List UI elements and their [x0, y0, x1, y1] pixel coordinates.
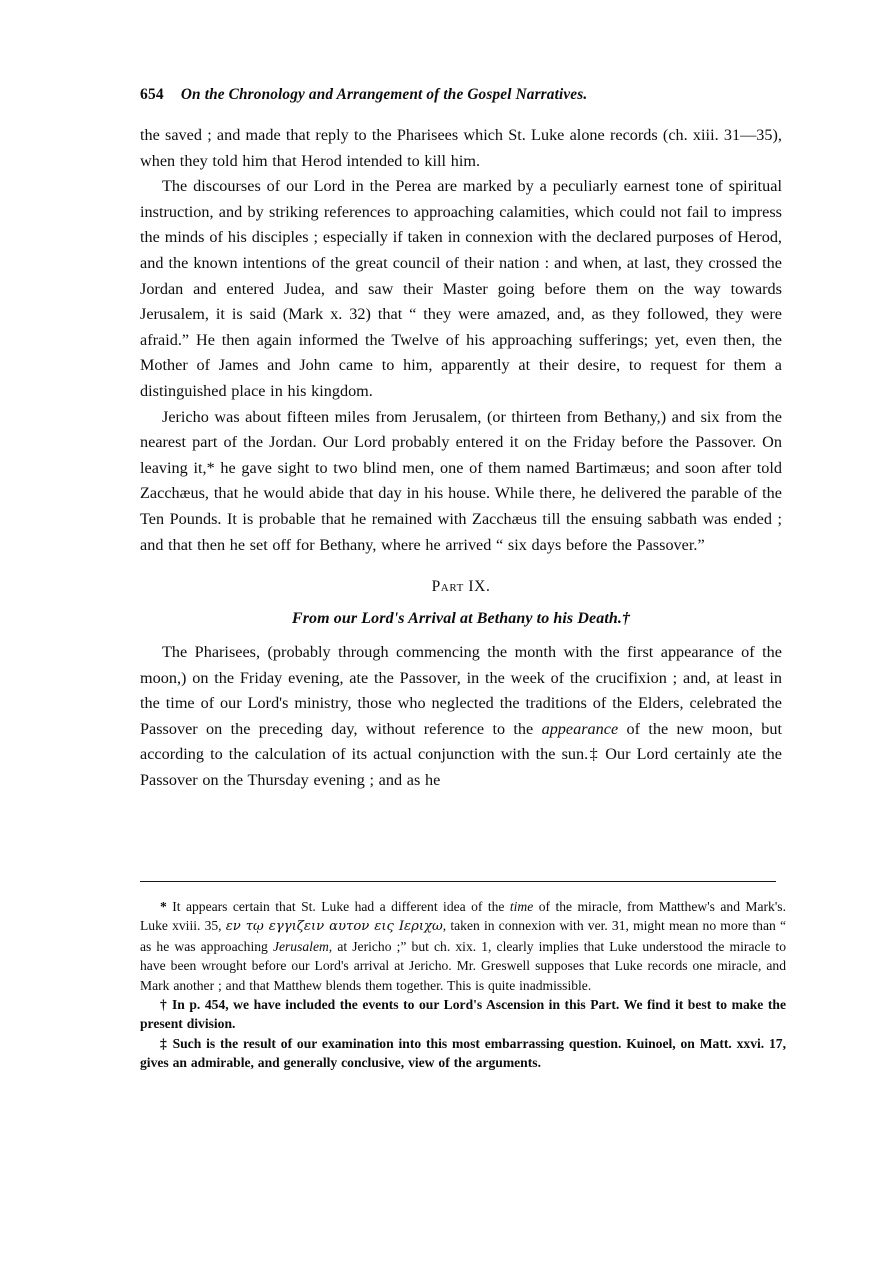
jericho-text-b: he gave sight to two blind men, one of them named Bartimæus; and soon after told Zacchæus, that he would abide that day in his house. While there, he delivered the parable of the Ten Pounds. It is probable that he remained with Zacchæus till the ensuing sabbath was ended ; and that then he set off for Bethany, where he arrived “ six days before the Passover.” — [140, 458, 783, 554]
paragraph-continuation: the saved ; and made that reply to the Pharisees which St. Luke alone records (ch. xiii. 31—35), when they told him that Herod intended to kill him. — [140, 126, 782, 170]
page-number: 654 — [140, 86, 164, 103]
page-content — [140, 86, 782, 794]
pharisees-text-a: The Pharisees, (probably through commencing the month with the first appearance of the moon,) on the Friday evening, ate the Passover, in the week of the crucifixion ; and, at least in the time of our Lord's ministry, those who neglected the traditions of the Elders, celebrated the Passover on the preceding day, without reference to the — [140, 643, 782, 738]
footnote-1-mark: * — [160, 899, 167, 914]
pharisees-emphasis-appearance: appearance — [541, 719, 619, 738]
footnote-2 — [140, 995, 786, 1034]
footnote-1 — [140, 897, 786, 995]
footnote-3 — [140, 1034, 786, 1073]
footnote-3-text: Such is the result of our examination into this most embarrassing question. Kuinoel, on Matt. xxvi. 17, gives an admirable, and generally conclusive, view of the arguments. — [140, 1035, 786, 1071]
body-text — [140, 123, 782, 794]
paragraph-discourses: The discourses of our Lord in the Perea are marked by a peculiarly earnest tone of spiritual instruction, and by striking references to approaching calamities, which could not fail to impress the minds of his disciples ; especially if taken in connexion with the declared purposes of Herod, and the known intentions of the great council of their nation : and when, at last, they crossed the Jordan and entered Judea, and saw their Master going before them on the way towards Jerusalem, it is said (Mark x. 32) that “ they were amazed, and, as they followed, they were afraid.” He then again informed the Twelve of his approaching sufferings; yet, even then, the Mother of James and John came to him, apparently at their desire, to request for them a distinguished place in his kingdom. — [140, 177, 782, 400]
footnote-1-emphasis-jerusalem: Jerusalem, — [272, 938, 333, 954]
part-subheading-text: From our Lord's Arrival at Bethany to his Death. — [291, 610, 622, 628]
footnote-1-text-a: It appears certain that St. Luke had a different idea of the — [166, 899, 510, 914]
footnotes-block — [140, 897, 786, 1073]
footnote-divider-rule — [140, 881, 776, 882]
footnote-2-text: In p. 454, we have included the events to our Lord's Ascension in this Part. We find it best to make the present division. — [140, 997, 786, 1032]
footnote-3-mark: ‡ — [160, 1035, 168, 1051]
footnote-2-mark: † — [160, 997, 168, 1013]
footnote-ref-asterisk[interactable]: * — [206, 458, 215, 477]
running-title: On the Chronology and Arrangement of the Gospel Narratives. — [180, 86, 588, 103]
pharisees-text-c: Our Lord certainly ate the Passover on the Thursday evening ; and as he — [140, 745, 782, 790]
footnote-1-text-d: at Jericho ;” but ch. xix. 1, clearly implies that Luke understood the miracle to have been wrought before our Lord's arrival at Jericho. Mr. Greswell supposes that Luke records one miracle, and Mark another ; and that Matthew blends them together. This is quite inadmissible. — [140, 938, 787, 993]
footnote-1-text-c: , taken in connexion with ver. 31, might mean no more than “ as he was approaching — [140, 918, 786, 954]
part-subheading — [140, 610, 782, 628]
footnote-ref-double-dagger[interactable]: ‡ — [588, 745, 600, 764]
part-heading: Part IX. — [431, 578, 491, 596]
running-head — [140, 86, 782, 104]
pharisees-text-b: of the new moon, but according to the calculation of its actual conjunction with the sun. — [140, 719, 782, 764]
jericho-text-a: Jericho was about fifteen miles from Jerusalem, (or thirteen from Bethany,) and six from the nearest part of the Jordan. Our Lord probably entered it on the Friday before the Passover. On leaving it, — [140, 407, 782, 477]
footnote-ref-dagger[interactable]: † — [621, 610, 631, 628]
footnote-1-greek-quote: εν τῳ εγγιζειν αυτον εις Ιεριχω — [225, 919, 443, 935]
paragraph-pharisees — [140, 640, 782, 794]
footnote-1-text-b: of the miracle, from Matthew's and Mark's. Luke xviii. 35, — [140, 899, 786, 934]
footnote-1-emphasis-time: time — [509, 899, 534, 914]
paragraph-jericho — [140, 405, 782, 559]
